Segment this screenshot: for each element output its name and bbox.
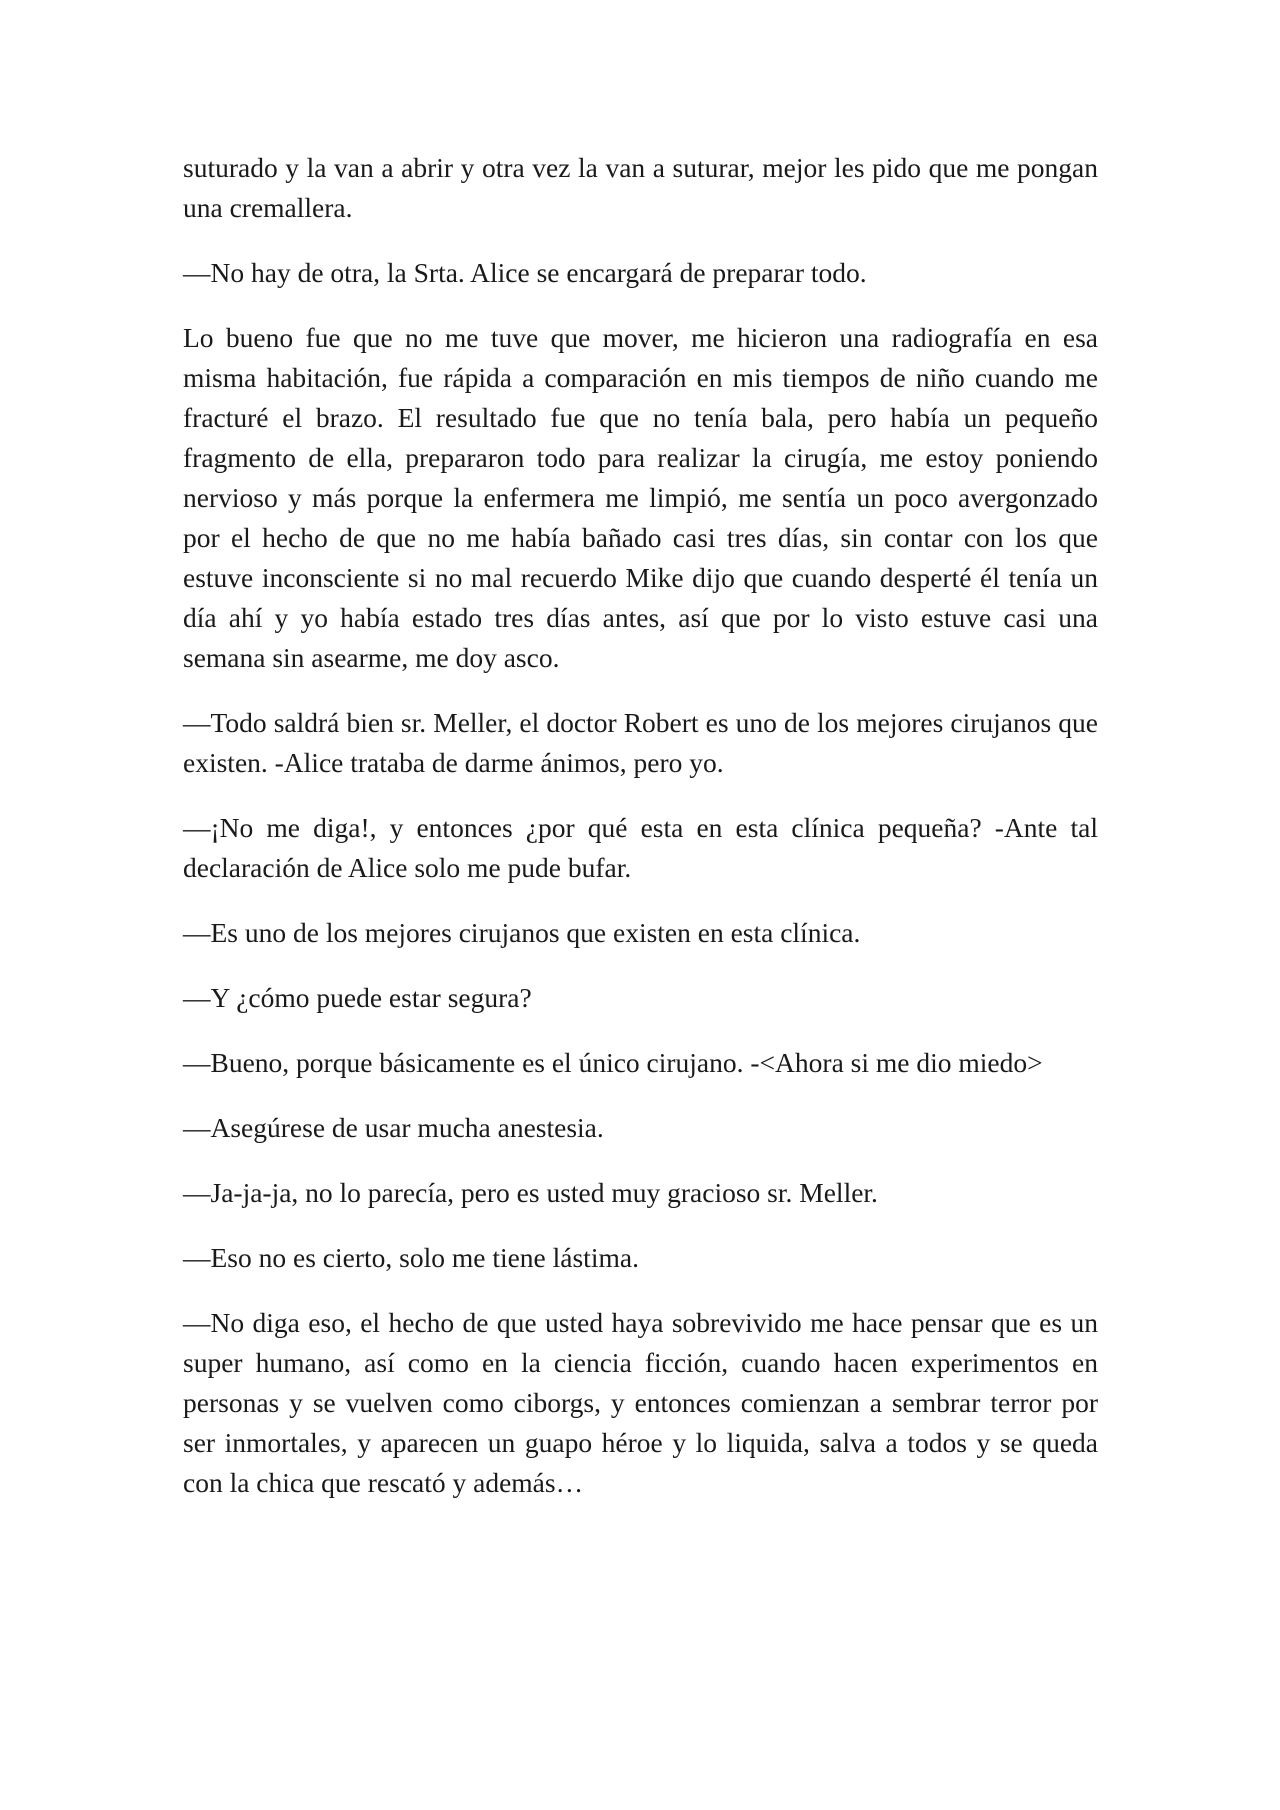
paragraph-10: —Ja-ja-ja, no lo parecía, pero es usted muy gracioso sr. Meller.	[183, 1177, 878, 1208]
document-page	[183, 148, 1098, 1528]
paragraph-5: —¡No me diga!, y entonces ¿por qué esta en esta clínica pequeña? -Ante tal declaración de Alice solo me pude bufar.	[183, 812, 1098, 883]
paragraph-12: —No diga eso, el hecho de que usted haya sobrevivido me hace pensar que es un super humano, así como en la ciencia ficción, cuando hacen experimentos en personas y se vuelven como ciborgs, y entonces comienzan a sembrar terror por ser inmortales, y aparecen un guapo héroe y lo liquida, salva a todos y se queda con la chica que rescató y además…	[183, 1307, 1098, 1498]
paragraph-8: —Bueno, porque básicamente es el único cirujano. -<Ahora si me dio miedo>	[183, 1047, 1043, 1078]
paragraph-11: —Eso no es cierto, solo me tiene lástima.	[183, 1242, 639, 1273]
paragraph-3: Lo bueno fue que no me tuve que mover, me hicieron una radiografía en esa misma habitación, fue rápida a comparación en mis tiempos de niño cuando me fracturé el brazo. El resultado fue que no tenía bala, pero había un pequeño fragmento de ella, prepararon todo para realizar la cirugía, me estoy poniendo nervioso y más porque la enfermera me limpió, me sentía un poco avergonzado por el hecho de que no me había bañado casi tres días, sin contar con los que estuve inconsciente si no mal recuerdo Mike dijo que cuando desperté él tenía un día ahí y yo había estado tres días antes, así que por lo visto estuve casi una semana sin asearme, me doy asco.	[183, 322, 1098, 673]
paragraph-4: —Todo saldrá bien sr. Meller, el doctor Robert es uno de los mejores cirujanos que existen. -Alice trataba de darme ánimos, pero yo.	[183, 707, 1098, 778]
paragraph-6: —Es uno de los mejores cirujanos que existen en esta clínica.	[183, 917, 861, 948]
paragraph-2: —No hay de otra, la Srta. Alice se encargará de preparar todo.	[183, 257, 867, 288]
paragraph-1: suturado y la van a abrir y otra vez la van a suturar, mejor les pido que me pongan una cremallera.	[183, 152, 1098, 223]
paragraph-7: —Y ¿cómo puede estar segura?	[183, 982, 532, 1013]
paragraph-9: —Asegúrese de usar mucha anestesia.	[183, 1112, 604, 1143]
